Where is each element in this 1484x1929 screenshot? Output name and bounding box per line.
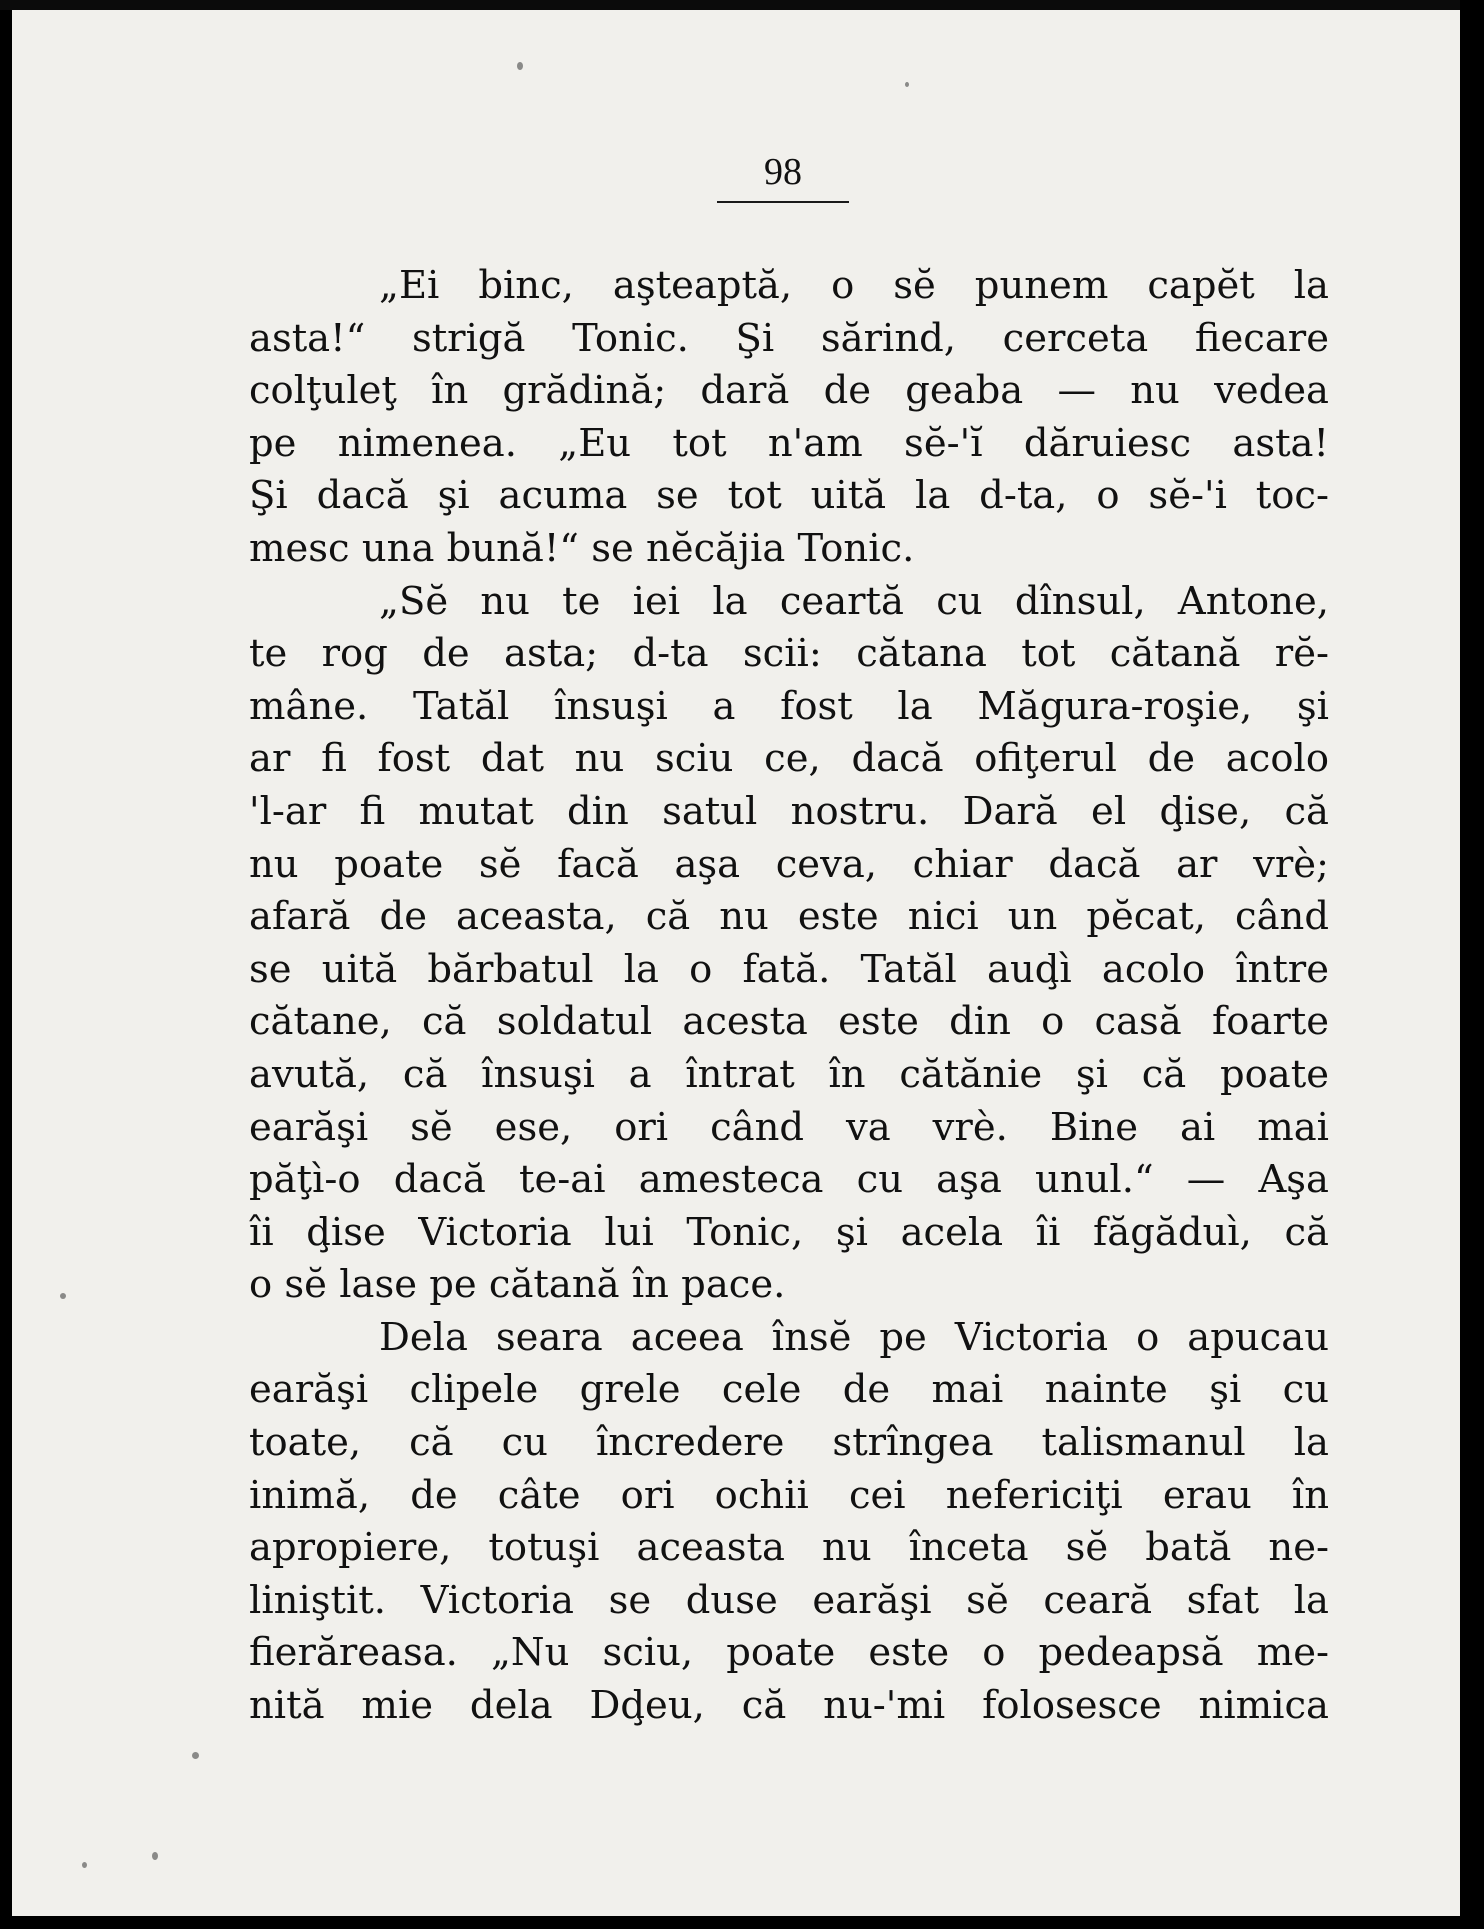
page-number-rule [717,201,849,203]
text-line: toate, că cu încredere strîngea talismanul la [249,1420,1329,1466]
text-line: păţì-o dacă te-ai amesteca cu aşa unul.“ — Aşa [249,1157,1329,1203]
text-line: Şi dacă şi acuma se tot uită la d-ta, o sĕ-'i toc- [249,473,1329,519]
text-line: ar fi fost dat nu sciu ce, dacă ofiţerul de acolo [249,736,1329,782]
text-line: nu poate sĕ facă aşa ceva, chiar dacă ar vrè; [249,841,1329,887]
text-line: o sĕ lase pe cătană în pace. [249,1262,786,1308]
text-line: „Ei binc, aşteaptă, o sĕ punem capĕt la [379,263,1329,308]
text-line: inimă, de câte ori ochii cei nefericiţi erau în [249,1472,1329,1518]
page-number: 98 [764,151,802,193]
scan-speck [905,82,909,87]
scan-right-border [1460,0,1484,1929]
text-line: 'l-ar fi mutat din satul nostru. Dară el ḑise, că [249,788,1329,834]
text-line: avută, că însuşi a întrat în cătănie şi că poate [249,1051,1329,1097]
text-line: se uită bărbatul la o fată. Tatăl auḑì acolo între [249,946,1329,992]
text-line: te rog de asta; d-ta scii: cătana tot cătană rĕ- [249,631,1329,677]
text-line: earăşi clipele grele cele de mai nainte şi cu [249,1367,1329,1413]
text-line: afară de aceasta, că nu este nici un pĕcat, când [249,894,1329,940]
text-line: apropiere, totuşi aceasta nu înceta sĕ bată ne- [249,1525,1329,1571]
body-text [249,260,1329,1733]
text-line: Dela seara aceea însĕ pe Victoria o apucau [379,1314,1329,1360]
text-line: mâne. Tatăl însuşi a fost la Măgura-roşie, şi [249,683,1329,729]
text-line: cătane, că soldatul acesta este din o casă foarte [249,999,1329,1045]
text-line: earăşi sĕ ese, ori când va vrè. Bine ai mai [249,1104,1329,1150]
text-line: nită mie dela Dḑeu, că nu-'mi folosesce nimica [249,1683,1329,1729]
scan-top-border [0,0,1484,10]
text-line: „Sĕ nu te iei la ceartă cu dînsul, Antone, [379,578,1329,624]
scan-speck [192,1752,199,1759]
scan-speck [82,1862,87,1868]
text-line: pe nimenea. „Eu tot n'am sĕ-'ĭ dăruiesc asta! [249,420,1329,466]
text-line: colţuleţ în grădină; dară de geaba — nu vedea [249,368,1329,414]
text-line: asta!“ strigă Tonic. Şi sărind, cerceta fiecare [249,315,1329,361]
scan-speck [60,1293,66,1299]
text-line: fierăreasa. „Nu sciu, poate este o pedeapsă me- [249,1630,1329,1676]
scan-speck [517,62,523,70]
text-line: mesc una bună!“ se nĕcăjia Tonic. [249,525,915,571]
text-line: liniştit. Victoria se duse earăşi sĕ ceară sfat la [249,1577,1329,1623]
scan-speck [152,1852,158,1860]
text-line: îi ḑise Victoria lui Tonic, şi acela îi făgăduì, că [249,1209,1329,1255]
